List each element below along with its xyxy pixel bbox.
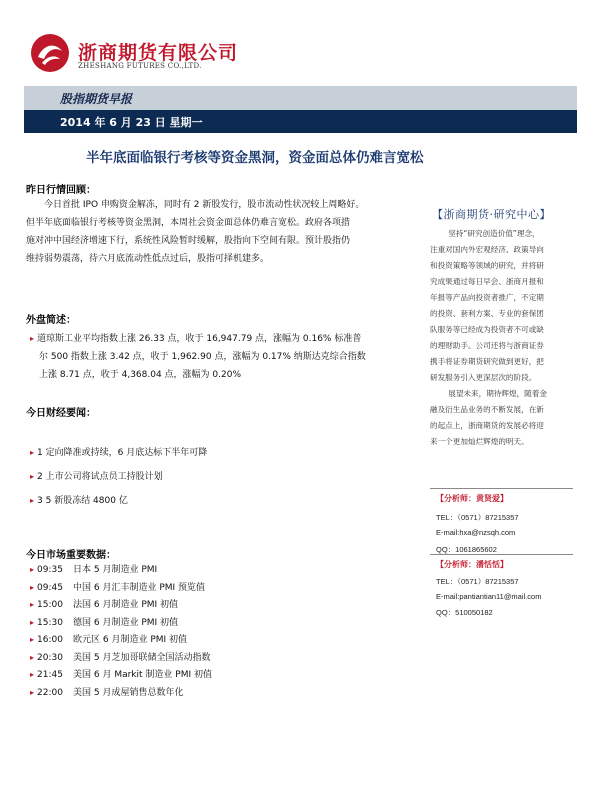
schedule-row: [30, 580, 205, 593]
news-item-text: 1 定向降准或持续，6 月底达标下半年可降: [37, 448, 208, 458]
external-line: [30, 330, 412, 348]
schedule-row: [30, 632, 187, 645]
intro-line: 坚持“研究创造价值”理念，: [448, 229, 540, 238]
analyst-name: 【分析师：黄贤爱】: [436, 494, 508, 503]
analyst-qq: QQ：1061865602: [436, 545, 497, 554]
intro-line: 和投资策略等领域的研究，并将研: [430, 261, 544, 270]
arrow-bullet-icon: ▸: [30, 448, 35, 457]
outlook-line: 展望未来，期待辉煌，随着金: [448, 389, 547, 398]
arrow-bullet-icon: ▸: [30, 635, 35, 644]
arrow-bullet-icon: ▸: [30, 472, 35, 481]
arrow-bullet-icon: ▸: [30, 687, 35, 697]
analyst-email: E-mail:pantiantian11@mail.com: [436, 592, 542, 601]
outlook-line: 融及衍生品业务的不断发展，在新: [430, 405, 544, 414]
schedule-event: 美国 6 月 Markit 制造业 PMI 初值: [73, 670, 212, 680]
schedule-event: 美国 5 月芝加哥联储全国活动指数: [73, 652, 211, 663]
schedule-time: 15:30: [37, 617, 63, 628]
research-center-outlook: [430, 386, 572, 450]
analyst-tel: TEL：（0571）87215357: [436, 577, 519, 586]
intro-line: 究成果通过每日早会、浙商月报和: [430, 277, 544, 286]
schedule-time: 09:35: [37, 565, 63, 575]
outlook-line: 来一个更加灿烂辉煌的明天。: [430, 437, 529, 446]
external-line: 上涨 8.71 点，收于 4,368.04 点，涨幅为 0.20%: [39, 370, 242, 380]
intro-line: 的理财助手。公司还将与浙商证券: [430, 341, 544, 350]
headline: 半年底面临银行考核等资金黑洞，资金面总体仍难言宽松: [86, 150, 424, 166]
report-title: 股指期货早报: [60, 92, 133, 106]
schedule-row: [30, 562, 157, 575]
schedule-event: 欧元区 6 月制造业 PMI 初值: [73, 635, 188, 645]
intro-line: 队服务等已经成为投资者不可或缺: [430, 325, 544, 334]
schedule-row: [30, 685, 183, 698]
schedule-time: 15:00: [37, 600, 63, 610]
arrow-bullet-icon: ▸: [30, 582, 35, 592]
news-item: [30, 444, 207, 462]
schedule-heading: 今日市场重要数据：: [26, 550, 116, 561]
analyst-qq: QQ：510050182: [436, 608, 493, 617]
outlook-line: 的起点上，浙商期货的发展必将迎: [430, 421, 544, 430]
company-logo-icon: [30, 33, 70, 73]
schedule-event: 法国 6 月制造业 PMI 初值: [73, 600, 179, 610]
review-line: 但半年底面临银行考核等资金黑洞，本周社会资金面总体仍难言宽松。政府各项措: [26, 218, 351, 228]
schedule-event: 中国 6 月汇丰制造业 PMI 预览值: [73, 582, 206, 593]
intro-line: 研发服务引入更深层次的阶段。: [430, 373, 537, 382]
schedule-time: 22:00: [37, 687, 63, 698]
analyst-name: 【分析师：潘恬恬】: [436, 560, 508, 569]
news-item: [30, 492, 128, 510]
news-item-text: 2 上市公司将试点员工持股计划: [37, 472, 163, 482]
arrow-bullet-icon: ▸: [30, 334, 35, 343]
report-date: 2014 年 6 月 23 日 星期一: [60, 116, 203, 129]
schedule-time: 21:45: [37, 670, 63, 680]
review-line: 维持弱势震荡，待六月底流动性低点过后，股指可择机建多。: [26, 254, 270, 264]
schedule-row: [30, 650, 210, 663]
research-center-intro: [430, 226, 572, 386]
analyst-tel: TEL：（0571）87215357: [436, 513, 519, 522]
external-line: 尔 500 指数上涨 3.42 点，收于 1,962.90 点，涨幅为 0.17% 纳斯达克综合指数: [39, 352, 366, 362]
schedule-time: 09:45: [37, 582, 63, 593]
arrow-bullet-icon: ▸: [30, 496, 35, 505]
review-paragraph: [26, 196, 410, 268]
schedule-row: [30, 597, 178, 610]
intro-line: 的投资、套利方案、专业的套保团: [430, 309, 544, 318]
schedule-time: 20:30: [37, 652, 63, 663]
arrow-bullet-icon: ▸: [30, 600, 35, 609]
intro-line: 携手将证券期货研究做到更好，把: [430, 357, 544, 366]
arrow-bullet-icon: ▸: [30, 652, 35, 662]
schedule-event: 日本 5 月制造业 PMI: [73, 565, 158, 575]
intro-line: 注重对国内外宏观经济、政策导向: [430, 245, 544, 254]
company-name-en: ZHESHANG FUTURES CO.,LTD.: [78, 62, 202, 70]
external-paragraph: [30, 330, 412, 384]
intro-line: 年报等产品向投资者推广，不定期: [430, 293, 544, 302]
company-name: 浙商期货有限公司: [78, 42, 239, 64]
schedule-time: 16:00: [37, 635, 63, 645]
schedule-event: 美国 5 月成屋销售总数年化: [73, 687, 184, 698]
news-item-text: 3 5 新股冻结 4800 亿: [37, 496, 128, 506]
review-line: 今日首批 IPO 申购资金解冻，同时有 2 新股发行，股市流动性状况较上周略好。: [44, 200, 365, 210]
schedule-row: [30, 615, 178, 628]
research-center-title: 【浙商期货·研究中心】: [432, 208, 551, 221]
review-line: 施对冲中国经济增速下行，系统性风险暂时缓解，股指向下空间有限。预计股指仍: [26, 236, 351, 246]
news-item: [30, 468, 163, 486]
schedule-row: [30, 667, 212, 680]
external-line-text: 道琼斯工业平均指数上涨 26.33 点，收于 16,947.79 点，涨幅为 0.16% 标准普: [37, 334, 362, 344]
schedule-event: 德国 6 月制造业 PMI 初值: [73, 617, 179, 628]
review-heading: 昨日行情回顾：: [26, 185, 96, 196]
arrow-bullet-icon: ▸: [30, 670, 35, 679]
analyst-divider: [430, 488, 573, 489]
arrow-bullet-icon: ▸: [30, 565, 35, 574]
analyst-divider: [430, 554, 573, 555]
analyst-email: E-mail:hxa@nzsqh.com: [436, 528, 516, 537]
external-heading: 外盘简述：: [26, 315, 76, 326]
news-heading: 今日财经要闻：: [26, 408, 96, 419]
arrow-bullet-icon: ▸: [30, 617, 35, 627]
